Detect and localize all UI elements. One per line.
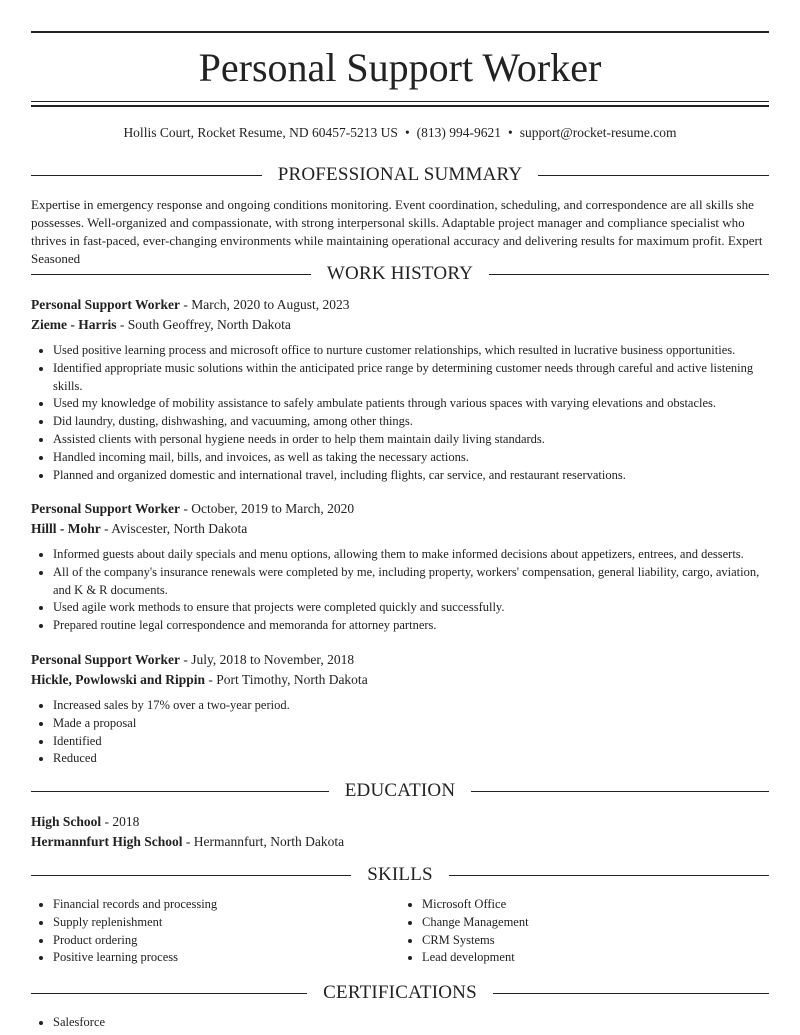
list-item: • Microsoft Office <box>422 896 769 914</box>
job-bullets <box>31 546 769 635</box>
job-bullets <box>31 342 769 484</box>
certifications-list <box>31 1014 769 1032</box>
list-item: • Supply replenishment <box>53 914 400 932</box>
list-item: • Positive learning process <box>53 949 400 967</box>
job-dates: - March, 2020 to August, 2023 <box>180 297 350 312</box>
heading-rule <box>493 993 769 994</box>
work-heading-title: WORK HISTORY <box>326 263 474 284</box>
heading-rule <box>31 993 307 994</box>
job-company-line <box>31 315 769 335</box>
job-title: Personal Support Worker <box>31 652 181 667</box>
heading-rule <box>489 274 769 275</box>
double-rule <box>31 101 769 107</box>
list-item: • Financial records and processing <box>53 896 400 914</box>
education-degree: High School <box>31 814 102 829</box>
skills-list <box>31 896 769 967</box>
job-company: Zieme - Harris <box>31 316 117 332</box>
job-location: - Port Timothy, North Dakota <box>205 671 368 687</box>
heading-rule <box>471 791 769 792</box>
job-bullets <box>31 697 769 768</box>
job-entry <box>31 499 769 635</box>
list-item: • Prepared routine legal correspondence and memoranda for attorney partners. <box>53 617 769 635</box>
job-company: Hickle, Powlowski and Rippin <box>31 671 206 687</box>
job-dates: - July, 2018 to November, 2018 <box>180 652 355 667</box>
list-item: • Informed guests about daily specials and menu options, allowing them to make informed decisions about appetizers, entrees, and desserts. <box>53 546 769 564</box>
job-company: Hilll - Mohr <box>31 520 101 536</box>
job-company-line <box>31 519 769 539</box>
contact-separator: • <box>508 125 513 140</box>
list-item: • CRM Systems <box>422 932 769 950</box>
job-title: Personal Support Worker <box>31 501 181 516</box>
summary-text: Expertise in emergency response and ongoing conditions monitoring. Event coordination, scheduling, and correspondence are all skills she possesses. Well-organized and compassionate, with strong interpersonal skills. Adaptable project manager and compliance specialist who thrives in fast-paced, ever-changing environments while maintaining operational accuracy and delivering results for maximum profit. Expert Seasoned <box>31 197 763 266</box>
resume-name: Personal Support Worker <box>198 45 602 90</box>
education-location: - Hermannfurt, North Dakota <box>182 833 345 849</box>
list-item: • Used agile work methods to ensure that projects were completed quickly and successfully. <box>53 599 769 617</box>
education-school: Hermannfurt High School <box>31 833 183 849</box>
heading-rule <box>31 175 262 176</box>
certifications-items <box>31 1014 769 1032</box>
list-item: • Used positive learning process and microsoft office to nurture customer relationships, which resulted in lucrative business opportunities. <box>53 342 769 360</box>
list-item: • Salesforce <box>53 1014 769 1032</box>
summary-heading-title: PROFESSIONAL SUMMARY <box>277 164 523 185</box>
list-item: • Product ordering <box>53 932 400 950</box>
contact-email[interactable]: support@rocket-resume.com <box>519 125 677 140</box>
contact-line <box>31 124 769 142</box>
certifications-heading-title: CERTIFICATIONS <box>323 982 477 1003</box>
list-item: • Change Management <box>422 914 769 932</box>
education-heading-title: EDUCATION <box>344 780 456 801</box>
education-entry <box>31 812 769 851</box>
list-item: • Handled incoming mail, bills, and invoices, as well as taking the necessary actions. <box>53 449 769 467</box>
education-heading <box>31 779 769 803</box>
contact-phone[interactable]: (813) 994-9621 <box>416 125 502 140</box>
education-degree-line <box>31 812 769 832</box>
list-item: • Reduced <box>53 750 769 768</box>
heading-rule <box>31 791 329 792</box>
skills-column-right <box>400 896 769 967</box>
list-item: • Assisted clients with personal hygiene needs in order to help them maintain daily living standards. <box>53 431 769 449</box>
job-title-line <box>31 650 769 670</box>
heading-rule <box>31 274 311 275</box>
heading-rule <box>449 875 769 876</box>
list-item: • All of the company's insurance renewals were completed by me, including property, workers' compensation, general liability, cargo, aviation, and K & R documents. <box>53 564 769 600</box>
list-item: • Used my knowledge of mobility assistance to safely ambulate patients through various spaces with varying elevations and obstacles. <box>53 395 769 413</box>
job-title-line <box>31 295 769 315</box>
skills-column-left <box>31 896 400 967</box>
job-entry <box>31 650 769 768</box>
job-title-line <box>31 499 769 519</box>
list-item: • Identified appropriate music solutions within the anticipated price range by determining customer needs through careful and active listening skills. <box>53 360 769 396</box>
education-school-line <box>31 832 769 852</box>
contact-address: Hollis Court, Rocket Resume, ND 60457-5213 US <box>123 125 398 140</box>
job-title: Personal Support Worker <box>31 297 181 312</box>
heading-rule <box>31 875 351 876</box>
top-rule <box>31 31 769 33</box>
summary-heading <box>31 163 769 187</box>
job-location: - Aviscester, North Dakota <box>100 520 248 536</box>
job-company-line <box>31 670 769 690</box>
list-item: • Increased sales by 17% over a two-year period. <box>53 697 769 715</box>
education-year: - 2018 <box>101 814 140 829</box>
work-heading <box>31 262 769 286</box>
certifications-heading <box>31 981 769 1005</box>
list-item: • Planned and organized domestic and international travel, including flights, car service, and restaurant reservations. <box>53 467 769 485</box>
job-location: - South Geoffrey, North Dakota <box>116 316 291 332</box>
list-item: • Made a proposal <box>53 715 769 733</box>
skills-heading <box>31 863 769 887</box>
contact-separator: • <box>404 125 410 140</box>
summary-block <box>31 196 769 268</box>
list-item: • Did laundry, dusting, dishwashing, and vacuuming, among other things. <box>53 413 769 431</box>
skills-heading-title: SKILLS <box>367 864 433 885</box>
job-entry <box>31 295 769 484</box>
heading-rule <box>538 175 769 176</box>
list-item: • Identified <box>53 733 769 751</box>
list-item: • Lead development <box>422 949 769 967</box>
job-dates: - October, 2019 to March, 2020 <box>180 501 355 516</box>
